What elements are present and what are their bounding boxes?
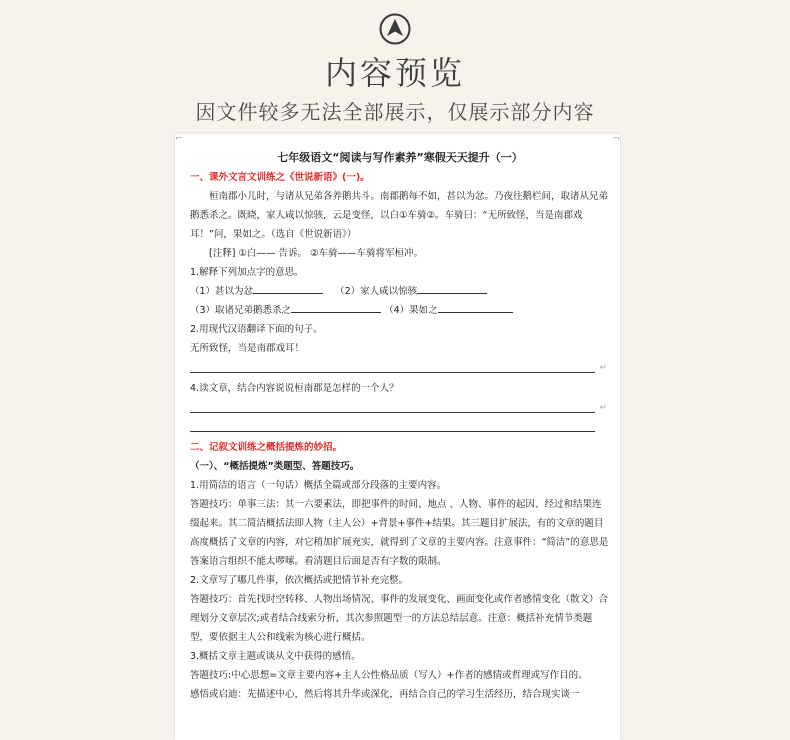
document-page	[175, 134, 620, 740]
subsection-heading: （一）、“概括提炼”类题型、答题技巧。	[190, 461, 360, 472]
technique-2-tip: 答题技巧：首先找时空转移、人物出场情况、事件的发展变化、画面变化或作者感情变化（散文）合理划分文章层次;或者结合线索分析，其次参照题型一的方法总结层意。注意：概括补充情节类题型，要依据主人公和线索为核心进行概括。	[190, 594, 609, 643]
answer-blank	[417, 282, 487, 294]
answer-line	[190, 419, 595, 432]
question-1: 1.解释下列加点字的意思。	[190, 267, 304, 278]
classical-text: 桓南郡小儿时，与诸从兄弟各养鹅共斗。南郡鹅每不如，甚以为忿。乃夜往鹅栏间，取诸从兄弟鹅悉杀之。既晓，家人咸以惊骇，云是变怪，以白①车骑②。车骑曰：“无所致怪，当是南郡戏耳！”问，果如之。（选自《世说新语》）	[190, 191, 609, 240]
question-1-row	[190, 282, 610, 301]
document-title: 七年级语文“阅读与写作素养”寒假天天提升（一）	[277, 151, 523, 164]
page-title: 内容预览	[324, 54, 465, 92]
question-2: 2.用现代汉语翻译下面的句子。	[190, 324, 323, 335]
section-heading: 二、记叙文训练之概括提炼的妙招。	[190, 442, 343, 453]
margin-mark: ¬	[612, 134, 620, 144]
answer-blank	[438, 301, 513, 313]
annotation-note: [注释] ①白—— 告诉。 ②车骑——车骑将军桓冲。	[209, 248, 424, 259]
technique-2: 2.文章写了哪几件事，依次概括或把情节补充完整。	[190, 575, 409, 586]
question-1c: （3）取诸兄弟鹅悉杀之	[190, 305, 292, 316]
question-1a: （1）甚以为忿	[190, 286, 254, 297]
technique-3-tip: 答题技巧:中心思想=文章主要内容+主人公性格品质（写人）+作者的感情或哲理或写作目的。	[190, 670, 588, 681]
question-1d: （4）果如之	[384, 305, 438, 316]
question-2-sentence: 无所致怪，当是南郡戏耳！	[190, 343, 305, 354]
technique-1-tip: 答题技巧：单事三法：其一六要素法，即把事件的时间、地点 、人物、事件的起因、经过和结果连缀起来。其二简洁概括法即人物（主人公）+背景+事件+结果。其三题目扩展法，有的文章的题目高度概括了文章的内容，对它稍加扩展充实，就得到了文章的主要内容。注意事件：“简洁”的意思是答案语言组织不能太啰嗦。看清题目后面是否有字数的限制。	[190, 499, 609, 567]
compass-arrow-icon	[379, 13, 411, 45]
question-1-row	[190, 301, 610, 320]
section-heading: 一、课外文言文训练之《世说新语》(一)。	[190, 172, 370, 183]
preview-header	[0, 0, 790, 130]
question-4: 4.读文章，结合内容说说桓南郡是怎样的一个人？	[190, 383, 399, 394]
document-body	[190, 148, 610, 704]
margin-mark: ⌐	[175, 134, 183, 144]
technique-3: 3.概括文章主题或谈从文中获得的感悟。	[190, 651, 361, 662]
answer-blank	[253, 282, 323, 294]
page-subtitle: 因文件较多无法全部展示，仅展示部分内容	[195, 100, 595, 124]
technique-1: 1.用简洁的语言（一句话）概括全篇或部分段落的主要内容。	[190, 480, 447, 491]
answer-line: ↵	[190, 360, 595, 373]
answer-line: ↵	[190, 400, 595, 413]
question-1b: （2）家人咸以惊骇	[335, 286, 418, 297]
answer-blank	[291, 301, 381, 313]
technique-3-tip-continued: 感悟或启迪：先描述中心，然后将其升华或深化，再结合自己的学习生活经历，结合现实谈一	[190, 689, 580, 700]
